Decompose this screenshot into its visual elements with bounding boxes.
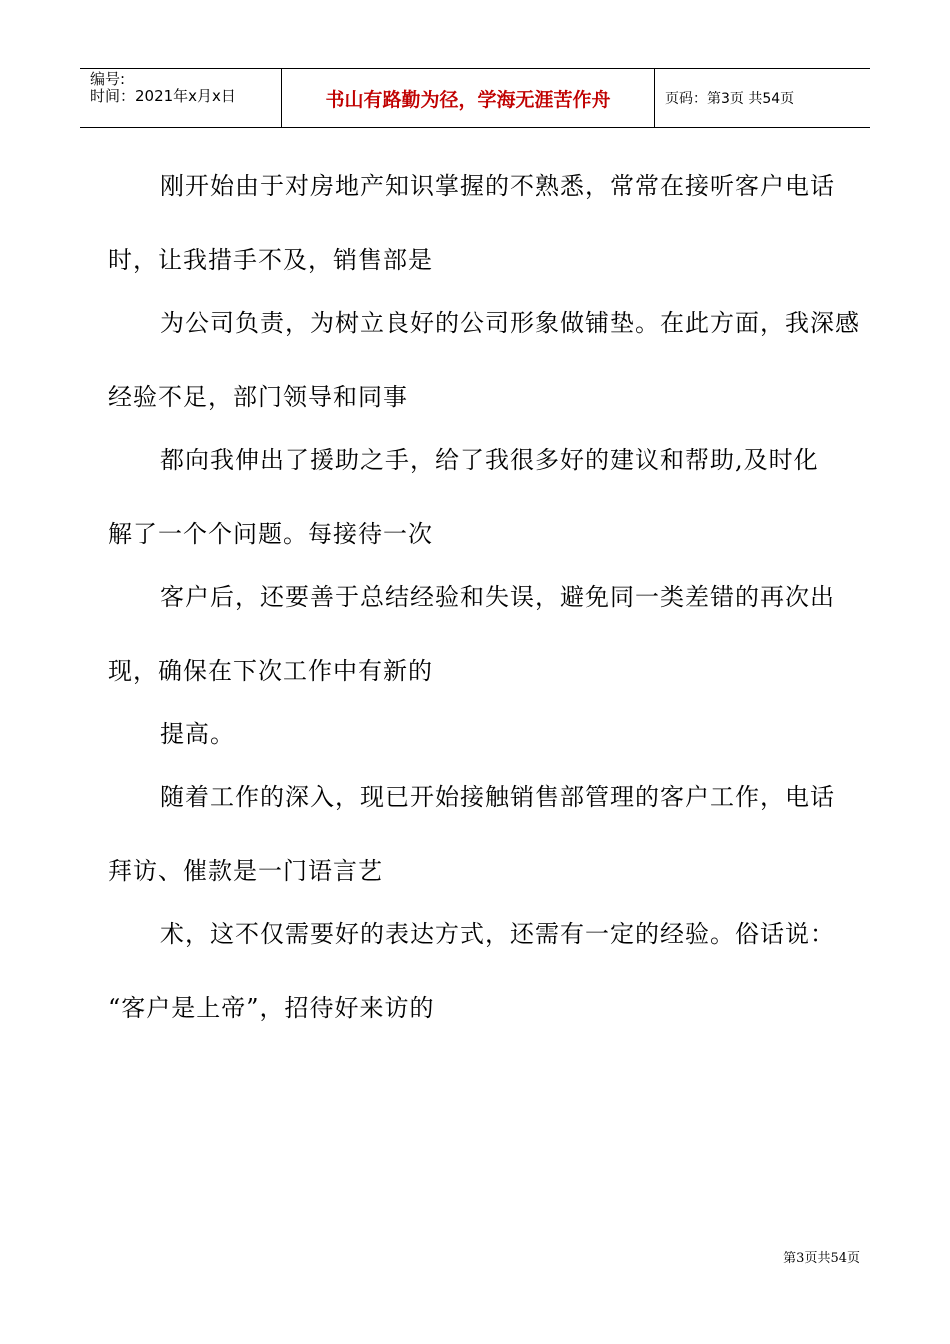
- body-line: 现，确保在下次工作中有新的: [108, 657, 433, 685]
- body-line: 解了一个个问题。每接待一次: [108, 520, 433, 548]
- header-motto: 书山有路勤为径，学海无涯苦作舟: [282, 69, 655, 127]
- body-line: 时，让我措手不及，销售部是: [108, 246, 433, 274]
- body-line: 客户后，还要善于总结经验和失误，避免同一类差错的再次出: [160, 583, 835, 611]
- body-line: 提高。: [160, 720, 235, 748]
- body-line: 刚开始由于对房地产知识掌握的不熟悉，常常在接听客户电话: [160, 172, 835, 200]
- body-line: 拜访、催款是一门语言艺: [108, 857, 383, 885]
- body-line: 都向我伸出了援助之手，给了我很多好的建议和帮助,及时化: [160, 446, 819, 474]
- body-line: 术，这不仅需要好的表达方式，还需有一定的经验。俗话说：: [160, 920, 835, 948]
- page-footer: 第3页共54页: [783, 1251, 860, 1266]
- serial-number-label: 编号:: [90, 70, 126, 88]
- body-line: “客户是上帝”，招待好来访的: [108, 994, 435, 1022]
- date-label: 时间：2021年x月x日: [90, 87, 236, 105]
- header-meta-cell: [80, 69, 282, 127]
- body-line: 为公司负责，为树立良好的公司形象做铺垫。在此方面，我深感: [160, 309, 860, 337]
- body-line: 经验不足，部门领导和同事: [108, 383, 408, 411]
- page-header: [80, 68, 870, 128]
- body-line: 随着工作的深入，现已开始接触销售部管理的客户工作，电话: [160, 783, 835, 811]
- header-page-info: 页码：第3页 共54页: [665, 91, 795, 107]
